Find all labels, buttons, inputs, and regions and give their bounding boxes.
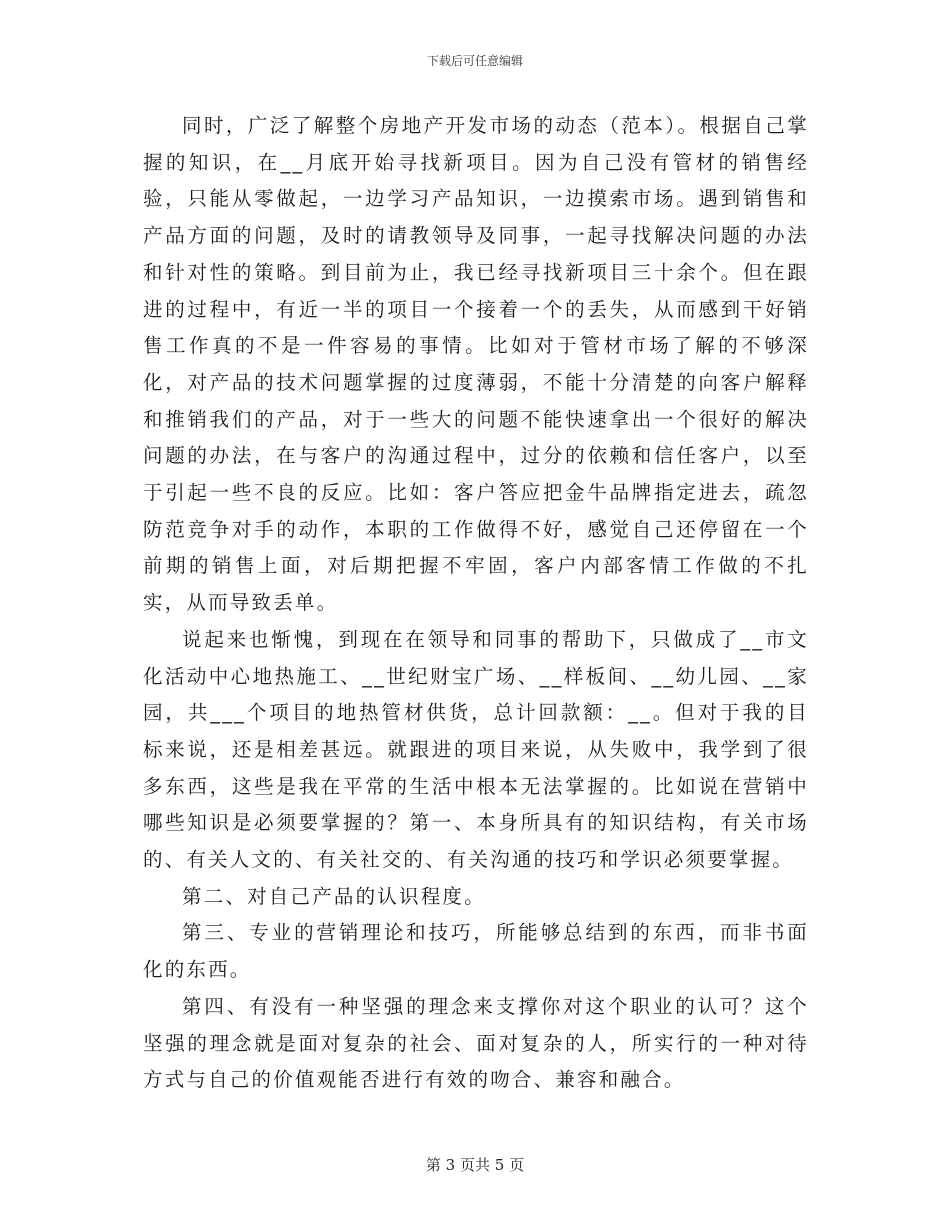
page-number: 第 3 页共 5 页: [425, 1156, 525, 1174]
document-body: [143, 108, 809, 1099]
page-header: 下载后可任意编辑: [426, 54, 523, 68]
paragraph-2: 说起来也惭愧，到现在在领导和同事的帮助下，只做成了__市文化活动中心地热施工、__世纪财宝广场、__样板间、__幼儿园、__家园，共___个项目的地热管材供货，总计回款额：__。但对于我的目标来说，还是相差甚远。就跟进的项目来说，从失败中，我学到了很多东西，这些是我在平常的生活中根本无法掌握的。比如说在营销中哪些知识是必须要掌握的？第一、本身所具有的知识结构，有关市场的、有关人文的、有关社交的、有关沟通的技巧和学识必须要掌握。: [143, 627, 809, 872]
paragraph-1: 同时，广泛了解整个房地产开发市场的动态（范本）。根据自己掌握的知识，在__月底开始寻找新项目。因为自己没有管材的销售经验，只能从零做起，一边学习产品知识，一边摸索市场。遇到销售和产品方面的问题，及时的请教领导及同事，一起寻找解决问题的办法和针对性的策略。到目前为止，我已经寻找新项目三十余个。但在跟进的过程中，有近一半的项目一个接着一个的丢失，从而感到干好销售工作真的不是一件容易的事情。比如对于管材市场了解的不够深化，对产品的技术问题掌握的过度薄弱，不能十分清楚的向客户解释和推销我们的产品，对于一些大的问题不能快速拿出一个很好的解决问题的办法，在与客户的沟通过程中，过分的依赖和信任客户，以至于引起一些不良的反应。比如：客户答应把金牛品牌指定进去，疏忽防范竞争对手的动作，本职的工作做得不好，感觉自己还停留在一个前期的销售上面，对后期把握不牢固，客户内部客情工作做的不扎实，从而导致丢单。: [143, 114, 809, 615]
paragraph-5: 第四、有没有一种坚强的理念来支撑你对这个职业的认可？这个坚强的理念就是面对复杂的社会、面对复杂的人，所实行的一种对待方式与自己的价值观能否进行有效的吻合、兼容和融合。: [143, 994, 809, 1092]
paragraph-4: 第三、专业的营销理论和技巧，所能够总结到的东西，而非书面化的东西。: [143, 921, 809, 982]
paragraph-3: 第二、对自己产品的认识程度。: [182, 884, 486, 908]
